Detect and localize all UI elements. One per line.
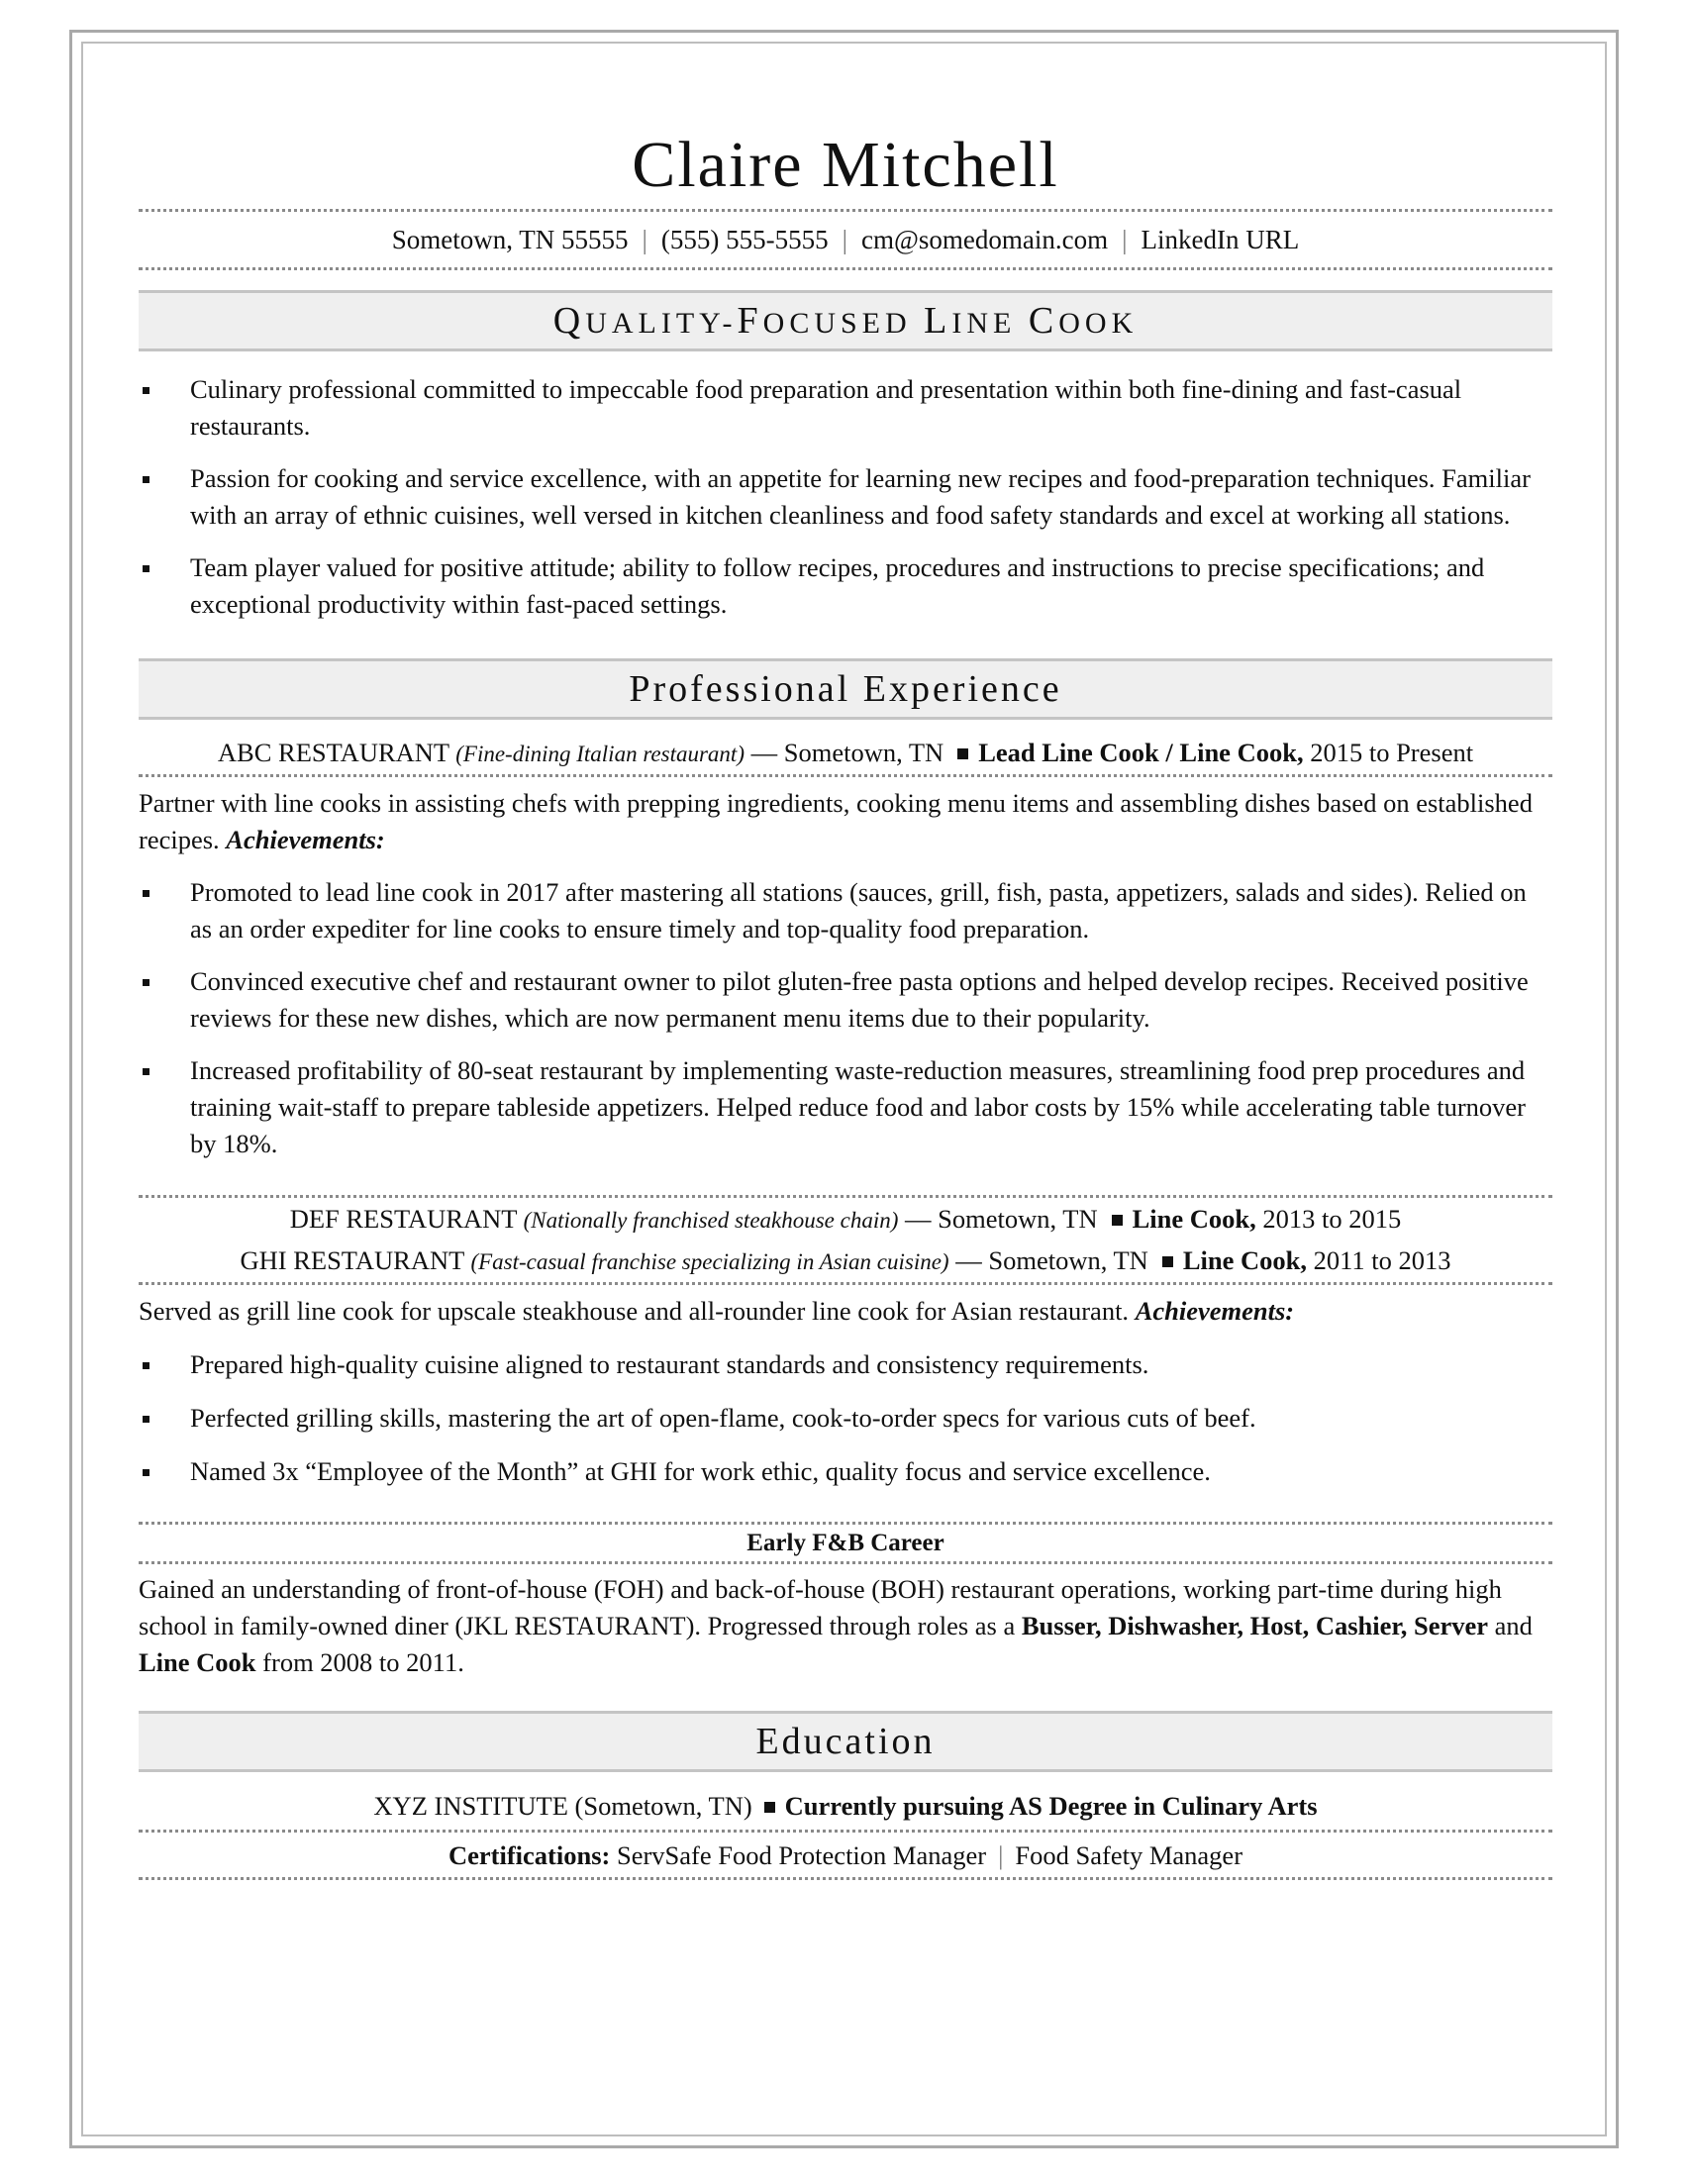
role-dishwasher: Dishwasher, [1108, 1611, 1243, 1640]
early-career-heading: Early F&B Career [746, 1530, 944, 1556]
job-title: Lead Line Cook / Line Cook, [978, 738, 1304, 767]
candidate-name: Claire Mitchell [632, 129, 1059, 201]
certification-item: Food Safety Manager [1015, 1840, 1243, 1870]
degree: Currently pursuing AS Degree in Culinary Arts [784, 1791, 1318, 1821]
separator: | [1122, 225, 1128, 254]
early-career-sentence: Gained an understanding of front-of-house (FOH) and back-of-house (BOH) restaurant operations, working part-time during high school in family-owned diner (JKL RESTAURANT). Progressed through roles as a [139, 1574, 1502, 1640]
divider [139, 1282, 1552, 1285]
employer-location: — Sometown, TN [955, 1245, 1148, 1275]
achievement-item: Prepared high-quality cuisine aligned to restaurant standards and consistency requirements. [139, 1346, 1552, 1383]
employer-name: DEF RESTAURANT [289, 1204, 517, 1234]
certification-item: ServSafe Food Protection Manager [616, 1840, 987, 1870]
achievement-item: Promoted to lead line cook in 2017 after mastering all stations (sauces, grill, fish, pasta, appetizers, salads and sides). Relied on as an order expediter for line cooks to ensure timely and top-quality food preparation. [139, 874, 1552, 947]
role-line-cook: Line Cook [139, 1647, 256, 1677]
separator: | [842, 225, 848, 254]
divider [139, 1877, 1552, 1880]
job-summary-text: Partner with line cooks in assisting chefs with prepping ingredients, cooking menu items and assembling dishes based on established recipes. [139, 788, 1533, 854]
square-bullet-icon [1162, 1256, 1173, 1267]
education-line [139, 1784, 1552, 1828]
headline-text: INE [951, 307, 1029, 340]
early-career-dates: from 2008 to 2011. [262, 1647, 464, 1677]
achievement-item: Convinced executive chef and restaurant owner to pilot gluten-free pasta options and helped develop recipes. Received positive reviews for these new dishes, which are now permanent menu items due to their popularity. [139, 963, 1552, 1037]
separator: | [998, 1840, 1004, 1870]
resume-document [139, 124, 1552, 1880]
section-heading-education: Education [139, 1711, 1552, 1772]
summary-list [139, 371, 1552, 623]
contact-linkedin[interactable]: LinkedIn URL [1141, 225, 1300, 254]
job-line-ghi [139, 1241, 1552, 1282]
achievement-item: Increased profitability of 80-seat restaurant by implementing waste-reduction measures, streamlining food prep procedures and training wait-staff to prepare tableside appetizers. Helped reduce food and labor costs by 15% while accelerating table turnover by 18%. [139, 1052, 1552, 1162]
role-busser: Busser, [1021, 1611, 1102, 1640]
square-bullet-icon [764, 1802, 775, 1813]
contact-line [139, 212, 1552, 267]
job-summary-abc [139, 785, 1552, 858]
certifications-line [139, 1834, 1552, 1877]
job-title: Line Cook, [1132, 1204, 1256, 1234]
headline-text: UALITY- [585, 307, 738, 340]
summary-item: Passion for cooking and service excellence, with an appetite for learning new recipes and food-preparation techniques. Familiar with an array of ethnic cuisines, well versed in kitchen cleanliness and food safety standards and excel at working all stations. [139, 460, 1552, 534]
employer-description: (Nationally franchised steakhouse chain) [523, 1208, 899, 1233]
divider [139, 1830, 1552, 1833]
divider [139, 1195, 1552, 1198]
square-bullet-icon [957, 748, 968, 759]
achievement-item: Named 3x “Employee of the Month” at GHI for work ethic, quality focus and service excellence. [139, 1453, 1552, 1490]
divider [139, 1522, 1552, 1525]
school-name: XYZ INSTITUTE (Sometown, TN) [373, 1791, 752, 1821]
achievements-list-abc [139, 874, 1552, 1162]
separator: | [642, 225, 647, 254]
headline-letter: F [737, 300, 763, 342]
contact-location: Sometown, TN 55555 [391, 225, 629, 254]
job-dates: 2015 to Present [1310, 738, 1474, 767]
job-dates: 2013 to 2015 [1262, 1204, 1402, 1234]
job-title: Line Cook, [1182, 1245, 1307, 1275]
achievement-item: Perfected grilling skills, mastering the art of open-flame, cook-to-order specs for various cuts of beef. [139, 1400, 1552, 1437]
job-line-abc [139, 733, 1552, 774]
role-server: Server [1414, 1611, 1489, 1640]
role-host: Host, [1249, 1611, 1310, 1640]
employer-location: — Sometown, TN [750, 738, 944, 767]
achievements-list-def-ghi [139, 1346, 1552, 1490]
achievements-label: Achievements: [226, 825, 385, 854]
contact-phone: (555) 555-5555 [660, 225, 829, 254]
headline-letter: Q [552, 300, 586, 342]
square-bullet-icon [1112, 1215, 1123, 1226]
conjunction: and [1494, 1611, 1533, 1640]
role-cashier: Cashier, [1315, 1611, 1408, 1640]
contact-email[interactable]: cm@somedomain.com [861, 225, 1109, 254]
employer-description: (Fast-casual franchise specializing in Asian cuisine) [470, 1249, 949, 1274]
summary-item: Culinary professional committed to impeccable food preparation and presentation within both fine-dining and fast-casual restaurants. [139, 371, 1552, 445]
divider [139, 774, 1552, 777]
job-line-def [139, 1199, 1552, 1241]
employer-description: (Fine-dining Italian restaurant) [455, 742, 745, 766]
headline-letter: L [924, 300, 952, 342]
employer-location: — Sometown, TN [905, 1204, 1098, 1234]
job-dates: 2011 to 2013 [1313, 1245, 1451, 1275]
early-career-text [139, 1571, 1552, 1681]
achievements-label: Achievements: [1135, 1296, 1295, 1326]
job-summary-def-ghi [139, 1293, 1552, 1330]
headline-text: OOK [1058, 307, 1139, 340]
headline-letter: C [1028, 300, 1059, 342]
headline-text: OCUSED [762, 307, 925, 340]
section-heading-experience: Professional Experience [139, 658, 1552, 720]
headline-band [139, 290, 1552, 351]
summary-item: Team player valued for positive attitude; ability to follow recipes, procedures and instructions to precise specifications; and exceptional productivity within fast-paced settings. [139, 549, 1552, 623]
employer-name: GHI RESTAURANT [240, 1245, 464, 1275]
job-summary-text: Served as grill line cook for upscale steakhouse and all-rounder line cook for Asian restaurant. [139, 1296, 1130, 1326]
divider [139, 267, 1552, 270]
employer-name: ABC RESTAURANT [217, 738, 449, 767]
certifications-label: Certifications: [447, 1840, 611, 1870]
divider [139, 1561, 1552, 1564]
